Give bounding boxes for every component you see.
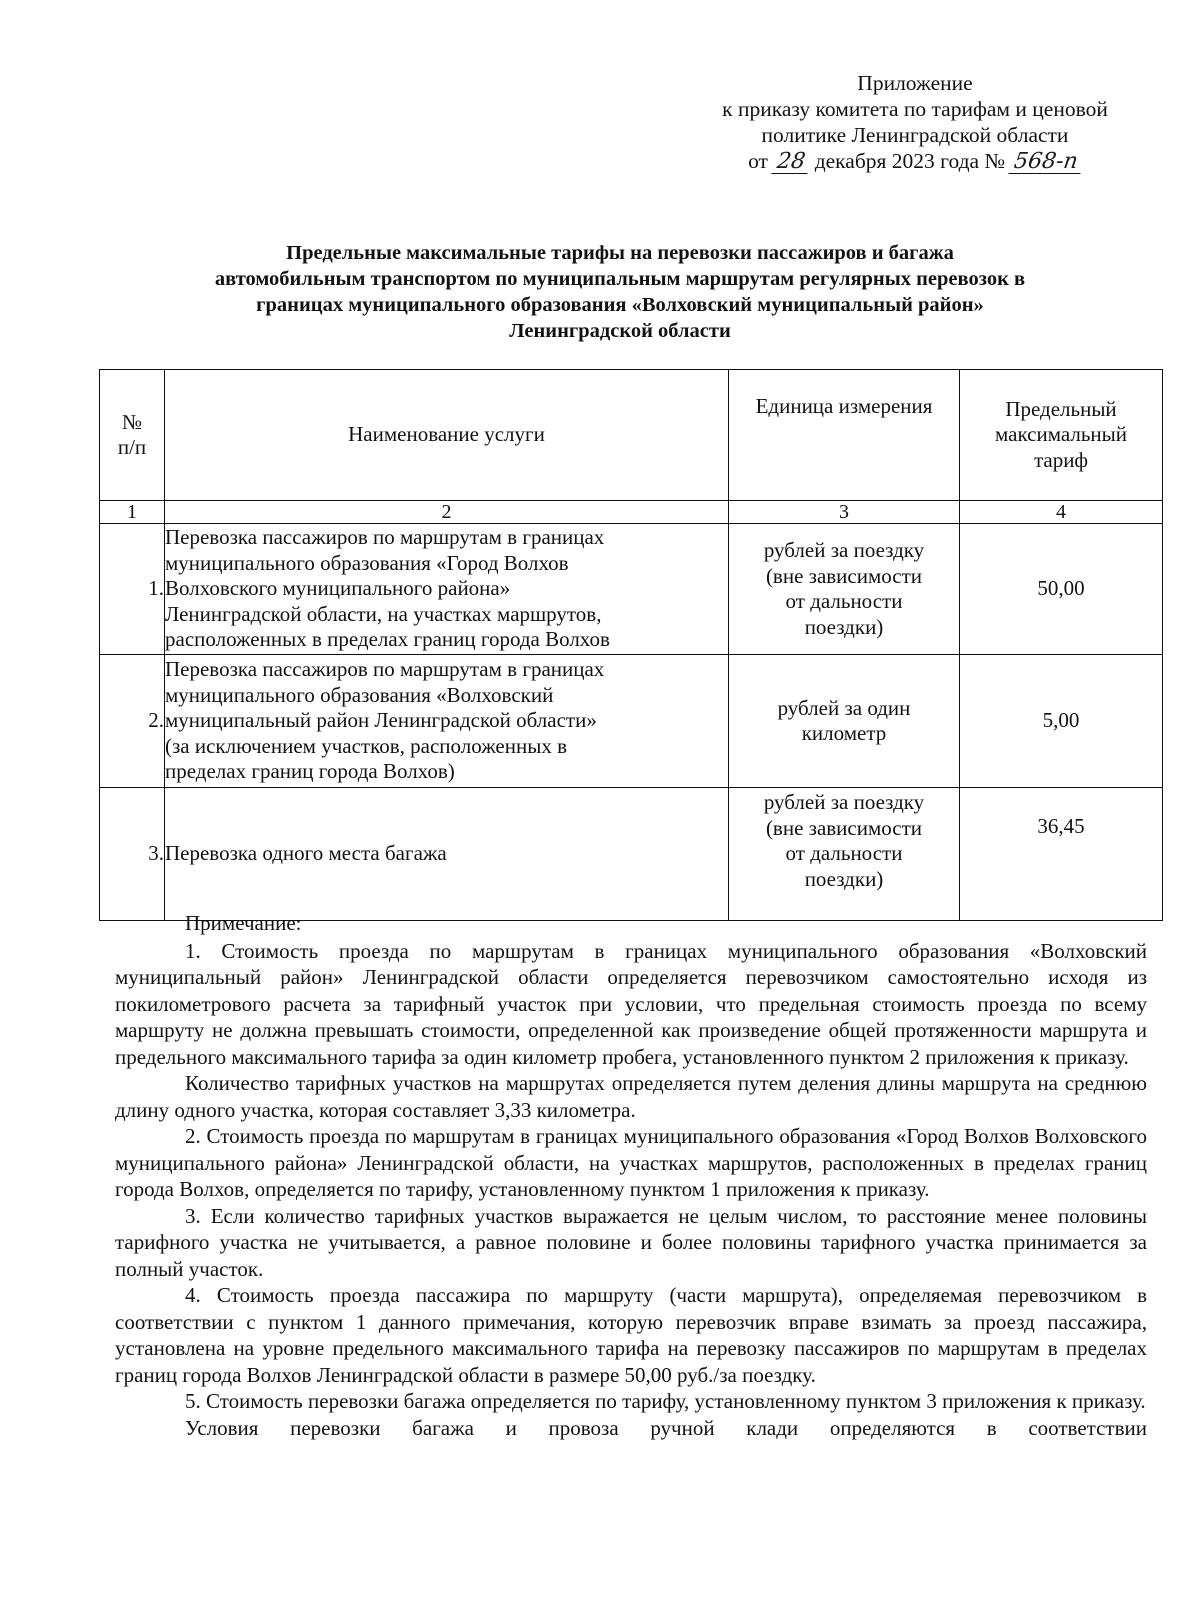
date-prefix: от: [748, 149, 768, 173]
column-index: 2: [165, 501, 729, 524]
column-index: 3: [729, 501, 960, 524]
unit-line: поездки): [804, 866, 884, 891]
note-paragraph: 1. Стоимость проезда по маршрутам в границах муниципального образования «Волховский муниципальный район» Ленинградской области определяется перевозчиком самостоятельно исходя из покилометрового расчета за тарифный участок при условии, что предельная стоимость проезда по всему маршруту не должна превышать стоимости, определенной как произведение общей протяженности маршрута и предельного максимального тарифа за один километр пробега, установленного пунктом 2 приложения к приказу.: [115, 938, 1147, 1069]
header-unit: Единица измерения: [729, 370, 960, 501]
tariff-value: 5,00: [960, 655, 1163, 788]
service-name-line: муниципального образования «Волховский: [165, 682, 554, 707]
appendix-title: Приложение: [857, 71, 973, 95]
row-number: 1.: [100, 524, 165, 655]
title-line: границах муниципального образования «Волховский муниципальный район»: [256, 294, 984, 316]
unit-line: рублей за поездку: [763, 790, 925, 814]
unit-line: от дальности: [785, 841, 903, 865]
unit-of-measure: [729, 524, 960, 655]
service-name-line: муниципальный район Ленинградской области»: [165, 708, 597, 733]
appendix-order-ref: к приказу комитета по тарифам и ценовой: [722, 97, 1108, 121]
service-name-line: пределах границ города Волхов): [165, 759, 455, 784]
header-tariff: [960, 370, 1163, 501]
title-line: Предельные максимальные тарифы на перевозки пассажиров и багажа: [286, 242, 954, 264]
tariff-value: 36,45: [960, 788, 1163, 921]
service-name: [165, 788, 729, 921]
header-num-line: п/п: [117, 435, 147, 459]
appendix-header: [680, 70, 1150, 174]
title-line: Ленинградской области: [509, 320, 731, 342]
handwritten-day: 28: [772, 151, 811, 174]
notes-label: Примечание:: [185, 911, 302, 935]
note-paragraph: Количество тарифных участков на маршрутах определяется путем деления длины маршрута на среднюю длину одного участка, которая составляет 3,33 километра.: [115, 1071, 1147, 1122]
service-name: [165, 524, 729, 655]
service-name-line: (за исключением участков, расположенных в: [165, 733, 568, 758]
table-row: [100, 788, 1163, 921]
unit-line: рублей за поездку: [763, 538, 925, 562]
header-name: Наименование услуги: [165, 370, 729, 501]
notes-section: [115, 910, 1147, 1441]
header-tariff-line: максимальный: [995, 422, 1127, 447]
service-name: [165, 655, 729, 788]
service-name-line: Перевозка одного места багажа: [165, 841, 447, 866]
service-name-line: Перевозка пассажиров по маршрутам в границах: [165, 657, 605, 682]
header-tariff-line: тариф: [1033, 447, 1089, 472]
appendix-date-line: [680, 148, 1150, 174]
unit-line: (вне зависимости: [765, 563, 923, 588]
unit-line: километр: [801, 721, 887, 745]
unit-of-measure: [729, 655, 960, 788]
service-name-line: расположенных в пределах границ города Волхов: [165, 627, 610, 652]
column-index: 4: [960, 501, 1163, 524]
date-mid: декабря 2023 года №: [814, 149, 1005, 173]
note-paragraph: 2. Стоимость проезда по маршрутам в границах муниципального образования «Город Волхов Волховского муниципального района» Ленинградской области, на участках маршрутов, расположенных в пределах границ города Волхов, определяется по тарифу, установленному пунктом 1 приложения к приказу.: [115, 1124, 1147, 1201]
note-paragraph: 3. Если количество тарифных участков выражается не целым числом, то расстояние менее половины тарифного участка не учитывается, а равное половине и более половины тарифного участка принимается за полный участок.: [115, 1203, 1147, 1281]
table-row: [100, 524, 1163, 655]
tariff-value: 50,00: [960, 524, 1163, 655]
service-name-line: Волховского муниципального района»: [165, 576, 511, 601]
header-num-line: №: [121, 409, 143, 434]
service-name-line: муниципального образования «Город Волхов: [165, 550, 569, 575]
tariffs-table: [99, 369, 1163, 921]
table-header-row: [100, 370, 1163, 501]
note-paragraph: 5. Стоимость перевозки багажа определяется по тарифу, установленному пунктом 3 приложения к приказу.: [185, 1389, 1146, 1413]
service-name-line: Ленинградской области, на участках маршрутов,: [165, 601, 602, 626]
note-paragraph: Условия перевозки багажа и провоза ручной клади определяются в соответствии: [185, 1415, 1147, 1440]
header-num: [100, 370, 165, 501]
title-line: автомобильным транспортом по муниципальным маршрутам регулярных перевозок в: [214, 268, 1026, 290]
unit-line: (вне зависимости: [765, 815, 923, 840]
handwritten-order-number: 568-п: [1009, 151, 1084, 174]
row-number: 3.: [100, 788, 165, 921]
header-tariff-line: Предельный: [1005, 396, 1117, 421]
row-number: 2.: [100, 655, 165, 788]
note-paragraph: 4. Стоимость проезда пассажира по маршруту (части маршрута), определяемая перевозчиком в соответствии с пунктом 1 данного примечания, которую перевозчик вправе взимать за проезд пассажира, установлена на уровне предельного максимального тарифа на перевозку пассажиров по маршрутам в пределах границ города Волхов Ленинградской области в размере 50,00 руб./за поездку.: [115, 1283, 1147, 1387]
service-name-line: Перевозка пассажиров по маршрутам в границах: [165, 525, 605, 550]
column-index: 1: [100, 501, 165, 524]
appendix-committee: политике Ленинградской области: [761, 123, 1069, 147]
unit-line: поездки): [804, 614, 884, 639]
document-title: [100, 240, 1140, 344]
unit-line: рублей за один: [777, 695, 911, 720]
column-index-row: [100, 501, 1163, 524]
unit-of-measure: [729, 788, 960, 921]
unit-line: от дальности: [785, 589, 903, 613]
table-row: [100, 655, 1163, 788]
